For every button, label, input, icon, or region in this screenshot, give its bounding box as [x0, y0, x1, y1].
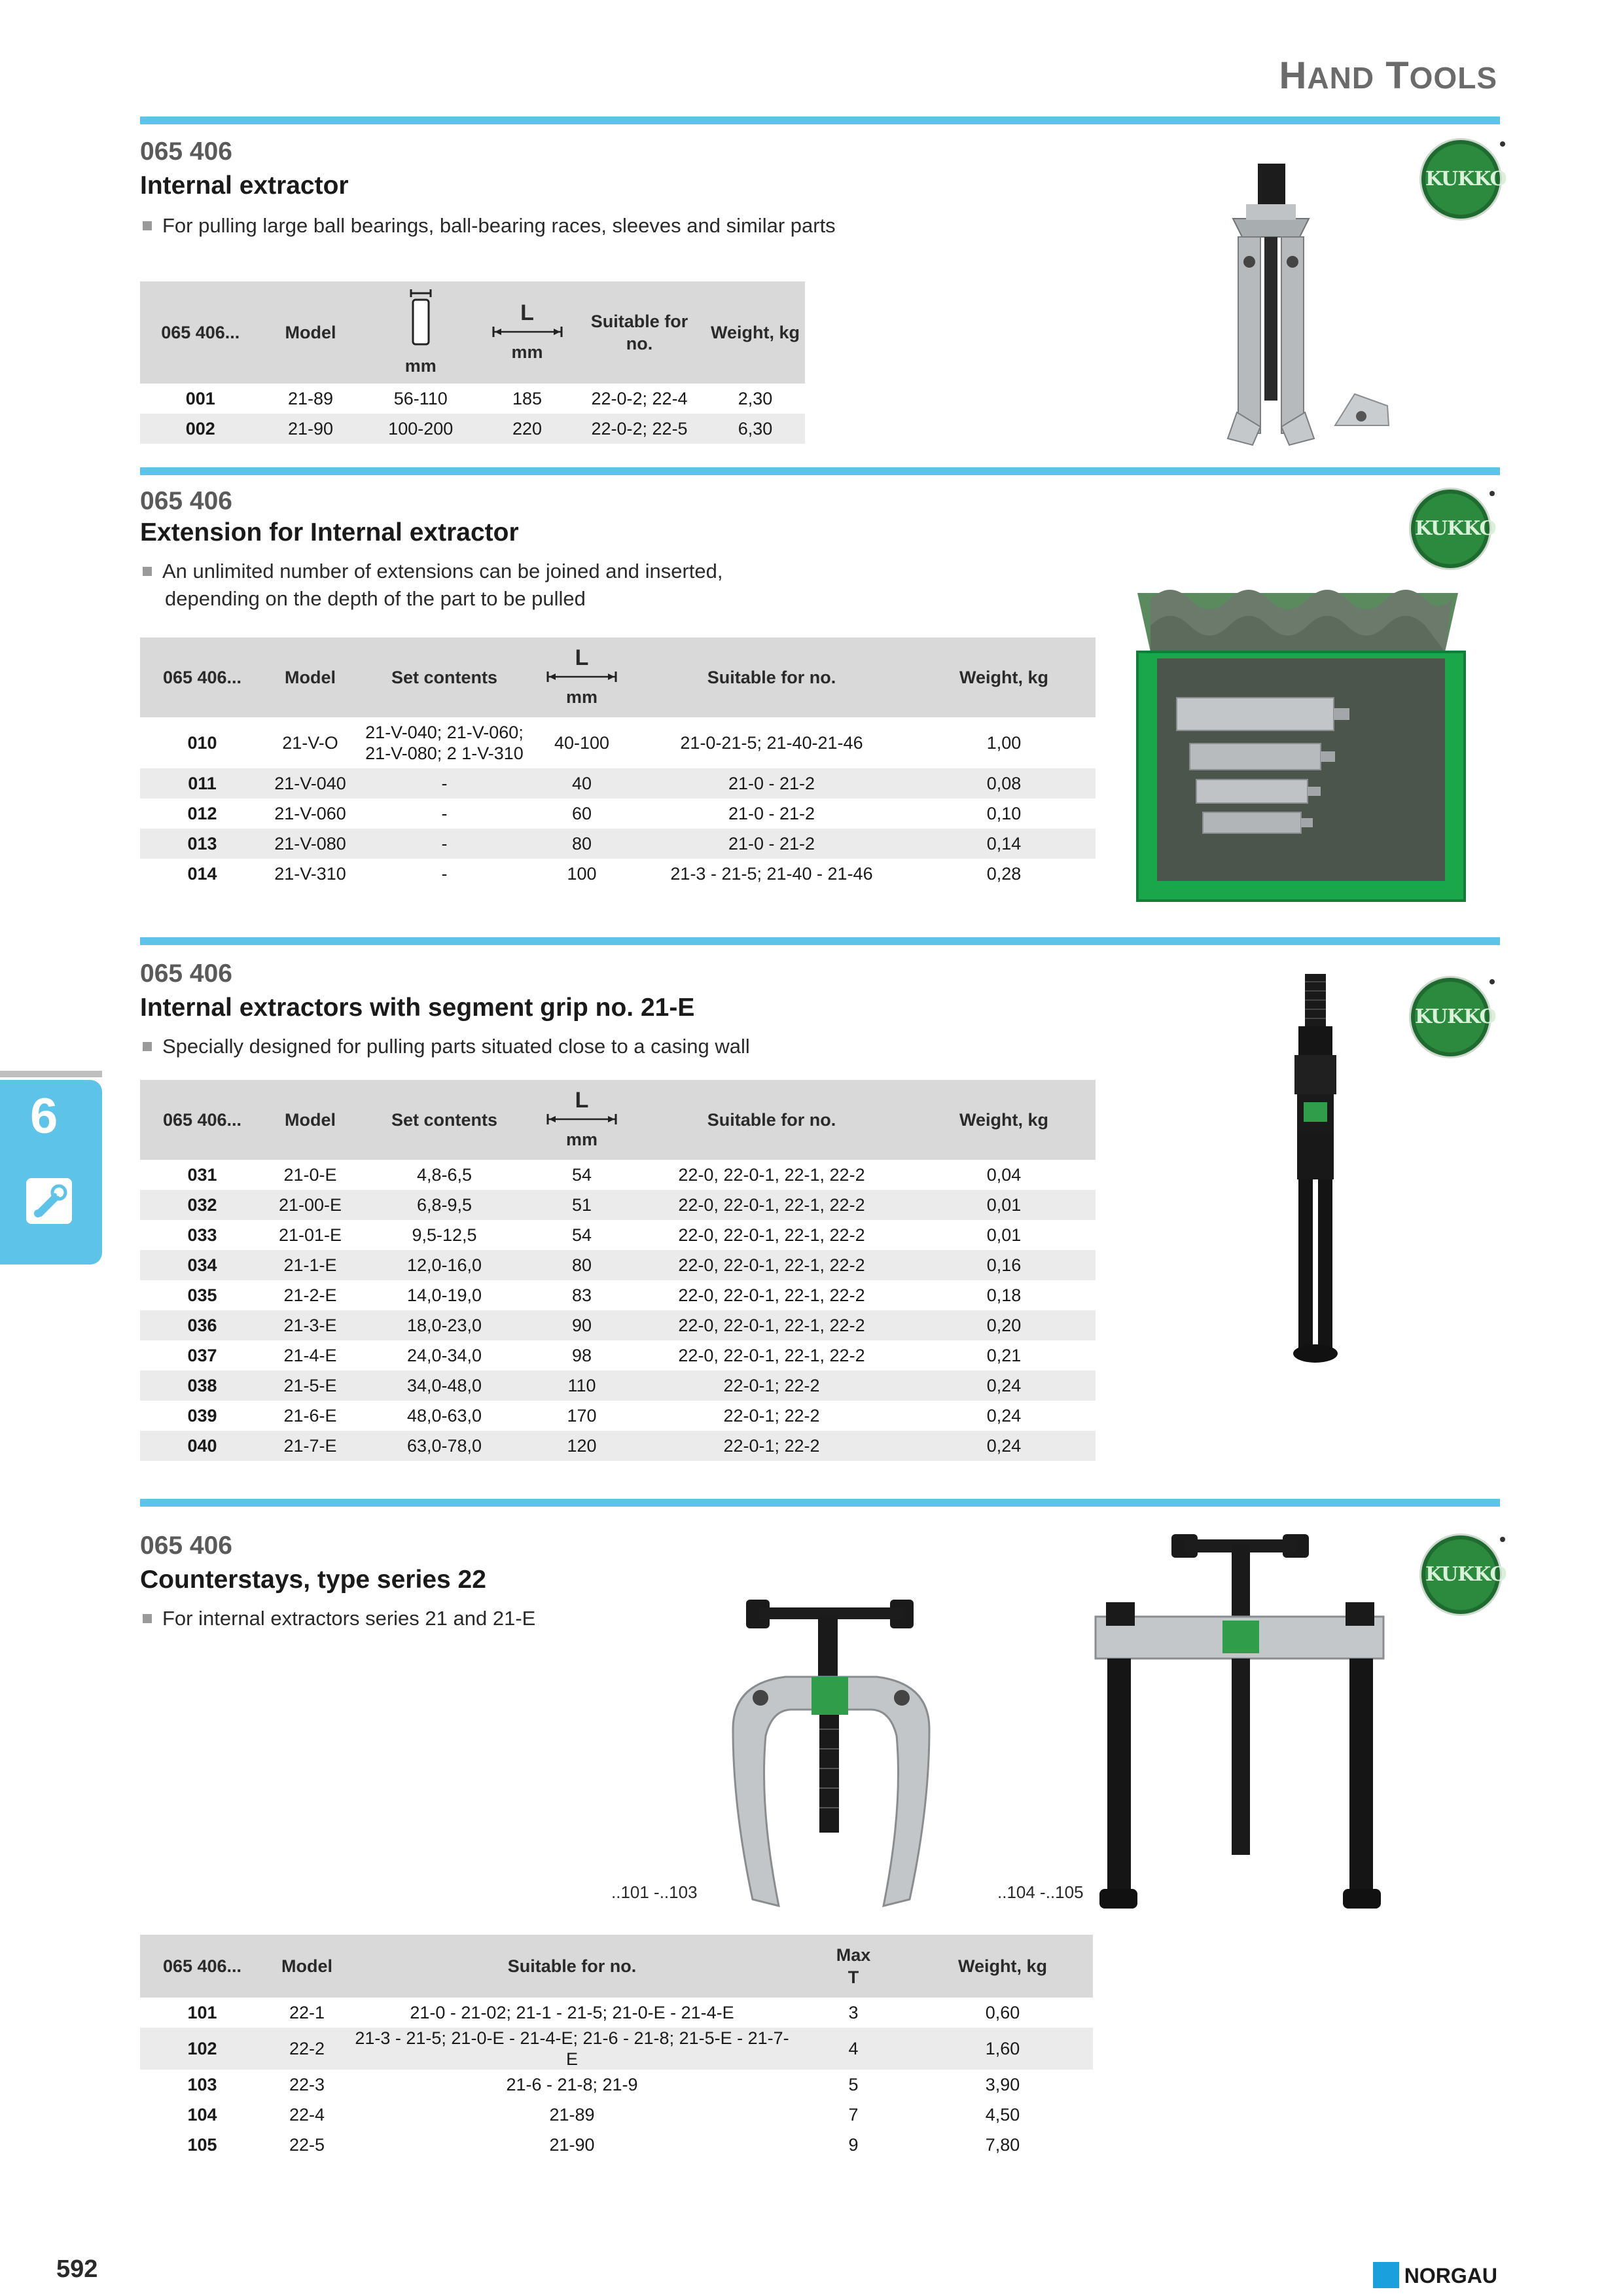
cell-weight: 4,50 — [985, 2105, 1020, 2125]
cell-suitable: 22-0, 22-0-1, 22-1, 22-2 — [678, 1285, 865, 1305]
cell-length: 110 — [533, 1371, 631, 1401]
cell-length: 220 — [481, 414, 573, 444]
table-row — [140, 717, 1096, 768]
cell-model: 21-6-E — [283, 1406, 337, 1426]
cell-suitable: 22-0-1; 22-2 — [723, 1406, 820, 1426]
cell-length: 90 — [533, 1310, 631, 1340]
grip-diameter-icon — [404, 288, 437, 350]
cell-model: 21-3-E — [264, 1310, 356, 1340]
col-header-code: 065 406... — [140, 1080, 264, 1160]
cell-weight: 0,14 — [912, 829, 1096, 859]
cell-length: 54 — [571, 1225, 592, 1245]
cell-length: 80 — [533, 829, 631, 859]
cell-suitable: 21-0 - 21-02; 21-1 - 21-5; 21-0-E - 21-4-E — [410, 2003, 734, 2022]
col-header-model: Model — [264, 1935, 349, 1998]
cell-code: 012 — [187, 804, 217, 823]
col-header-suitable: Suitable for no. — [349, 1935, 794, 1998]
cell-max: 3 — [848, 2003, 859, 2022]
cell-code: 013 — [140, 829, 264, 859]
cell-code: 031 — [187, 1165, 217, 1185]
cell-weight: 0,60 — [985, 2003, 1020, 2022]
table-row — [140, 1190, 1096, 1220]
col-header-code: 065 406... — [140, 637, 264, 717]
cell-code: 035 — [187, 1285, 217, 1305]
length-symbol: L — [575, 645, 589, 670]
col-header-weight: Weight, kg — [912, 1080, 1096, 1160]
table-row — [140, 1998, 1093, 2028]
col-header-set: Set contents — [356, 1080, 533, 1160]
length-unit: mm — [565, 687, 597, 707]
cell-suitable: 21-0 - 21-2 — [631, 768, 912, 798]
cell-weight: 0,04 — [986, 1165, 1022, 1185]
table-row — [140, 1310, 1096, 1340]
cell-weight: 0,16 — [912, 1250, 1096, 1280]
col-header-code: 065 406... — [140, 281, 261, 384]
page-title: HAND TOOLS — [1279, 54, 1497, 97]
cell-model: 21-90 — [261, 414, 361, 444]
col-header-model: Model — [264, 1080, 356, 1160]
cell-code: 036 — [140, 1310, 264, 1340]
section-divider — [140, 937, 1500, 945]
cell-model: 22-3 — [289, 2075, 325, 2094]
cell-set: - — [356, 829, 533, 859]
col-header-weight: Weight, kg — [705, 281, 805, 384]
cell-max: 7 — [848, 2105, 859, 2125]
section-code: 065 406 — [140, 1532, 232, 1560]
section-divider — [140, 1499, 1500, 1507]
col-header-length — [481, 281, 573, 384]
cell-model: 21-89 — [287, 389, 334, 408]
cell-suitable: 22-0, 22-0-1, 22-1, 22-2 — [631, 1250, 912, 1280]
counterstay-large-image — [1086, 1525, 1394, 1918]
brand-square-icon — [1373, 2262, 1399, 2288]
cell-model: 21-V-060 — [274, 804, 346, 823]
cell-code: 040 — [140, 1431, 264, 1461]
cell-suitable: 21-3 - 21-5; 21-40 - 21-46 — [670, 864, 873, 884]
cell-suitable: 21-6 - 21-8; 21-9 — [506, 2075, 638, 2094]
col-header-set: Set contents — [356, 637, 533, 717]
table-row — [140, 1220, 1096, 1250]
cell-weight: 0,24 — [912, 1431, 1096, 1461]
table-row — [140, 414, 805, 444]
table-row — [140, 384, 805, 414]
cell-code: 032 — [140, 1190, 264, 1220]
col-header-model: Model — [261, 281, 361, 384]
cell-weight: 0,24 — [986, 1406, 1022, 1426]
cell-code: 014 — [187, 864, 217, 884]
cell-model: 22-5 — [289, 2135, 325, 2155]
cell-weight: 1,60 — [912, 2028, 1093, 2070]
length-arrow-icon — [546, 1113, 618, 1126]
chapter-tab-divider — [0, 1071, 102, 1077]
table-row — [140, 859, 1096, 889]
spec-table — [140, 1935, 1093, 2160]
section-bullet: An unlimited number of extensions can be joined and inserted, depending on the depth of the part to be pulled — [143, 558, 722, 613]
table-row — [140, 829, 1096, 859]
cell-code: 039 — [187, 1406, 217, 1426]
cell-length: 185 — [512, 389, 543, 408]
cell-length: 98 — [571, 1346, 592, 1365]
cell-code: 034 — [140, 1250, 264, 1280]
col-header-model: Model — [264, 637, 356, 717]
cell-code: 105 — [187, 2135, 217, 2155]
segment-grip-extractor-image — [1270, 974, 1361, 1367]
cell-model: 21-7-E — [264, 1431, 356, 1461]
cell-model: 21-0-E — [283, 1165, 337, 1185]
extension-set-case-image — [1131, 580, 1471, 907]
table-row — [140, 768, 1096, 798]
table-row — [140, 2028, 1093, 2070]
table-row — [140, 1431, 1096, 1461]
section-code: 065 406 — [140, 137, 232, 166]
cell-suitable: 21-0-21-5; 21-40-21-46 — [680, 733, 863, 753]
cell-set: 18,0-23,0 — [356, 1310, 533, 1340]
cell-suitable: 21-0 - 21-2 — [728, 804, 815, 823]
cell-length: 100 — [567, 864, 597, 884]
cell-length: 60 — [571, 804, 592, 823]
cell-length: 170 — [567, 1406, 597, 1426]
cell-weight: 0,28 — [986, 864, 1022, 884]
cell-weight: 6,30 — [705, 414, 805, 444]
cell-set: 48,0-63,0 — [406, 1406, 482, 1426]
section-title: Internal extractor — [140, 171, 349, 200]
cell-suitable: 22-0, 22-0-1, 22-1, 22-2 — [631, 1190, 912, 1220]
cell-weight: 0,18 — [986, 1285, 1022, 1305]
cell-model: 21-00-E — [264, 1190, 356, 1220]
table-row — [140, 1250, 1096, 1280]
cell-weight: 7,80 — [985, 2135, 1020, 2155]
length-arrow-icon — [546, 670, 618, 683]
col-header-weight: Weight, kg — [912, 637, 1096, 717]
cell-code: 037 — [187, 1346, 217, 1365]
cell-suitable: 22-0, 22-0-1, 22-1, 22-2 — [678, 1225, 865, 1245]
kukko-logo: KUKKO — [1411, 490, 1489, 568]
cell-weight: 0,24 — [912, 1371, 1096, 1401]
cell-set: 12,0-16,0 — [356, 1250, 533, 1280]
cell-suitable: 21-89 — [549, 2105, 595, 2125]
section-bullet: For internal extractors series 21 and 21-E — [143, 1605, 535, 1632]
cell-weight: 0,08 — [912, 768, 1096, 798]
brand-logo: NORGAU — [1373, 2262, 1497, 2288]
spec-table — [140, 637, 1096, 889]
cell-set: 24,0-34,0 — [406, 1346, 482, 1365]
cell-length: 120 — [533, 1431, 631, 1461]
cell-grip: 56-110 — [393, 389, 448, 408]
cell-set: - — [441, 804, 448, 823]
cell-suitable: 22-0-2; 22-5 — [573, 414, 705, 444]
section-title: Counterstays, type series 22 — [140, 1566, 486, 1594]
cell-weight: 0,01 — [912, 1190, 1096, 1220]
cell-code: 002 — [140, 414, 261, 444]
internal-extractor-image — [1204, 164, 1407, 452]
col-header-suitable: Suitable for no. — [631, 1080, 912, 1160]
cell-weight: 0,20 — [912, 1310, 1096, 1340]
cell-max: 9 — [848, 2135, 859, 2155]
table-row — [140, 798, 1096, 829]
section-title: Extension for Internal extractor — [140, 518, 519, 547]
cell-weight: 0,10 — [986, 804, 1022, 823]
image-caption: ..101 -..103 — [611, 1882, 698, 1902]
col-header-length — [533, 637, 631, 717]
wrench-icon — [26, 1178, 72, 1224]
cell-set: 4,8-6,5 — [416, 1165, 473, 1185]
cell-code: 001 — [185, 389, 215, 408]
col-header-length — [533, 1080, 631, 1160]
cell-code: 101 — [187, 2003, 217, 2022]
section-bullet: Specially designed for pulling parts situated close to a casing wall — [143, 1033, 750, 1060]
section-code: 065 406 — [140, 487, 232, 515]
cell-model: 21-01-E — [278, 1225, 342, 1245]
table-row — [140, 1401, 1096, 1431]
cell-set: 63,0-78,0 — [356, 1431, 533, 1461]
cell-max: 5 — [848, 2075, 859, 2094]
length-unit: mm — [511, 342, 543, 362]
cell-suitable: 22-0, 22-0-1, 22-1, 22-2 — [678, 1165, 865, 1185]
cell-length: 40 — [533, 768, 631, 798]
cell-suitable: 21-3 - 21-5; 21-0-E - 21-4-E; 21-6 - 21-8; 21-5-E - 21-7-E — [349, 2028, 794, 2070]
cell-length: 51 — [533, 1190, 631, 1220]
cell-suitable: 21-90 — [549, 2135, 595, 2155]
kukko-logo: KUKKO — [1411, 978, 1489, 1056]
length-unit: mm — [565, 1130, 597, 1149]
cell-model: 21-V-080 — [264, 829, 356, 859]
cell-code: 011 — [140, 768, 264, 798]
table-row — [140, 1340, 1096, 1371]
cell-grip: 100-200 — [360, 414, 481, 444]
cell-model: 21-V-310 — [274, 864, 346, 884]
cell-weight: 3,90 — [985, 2075, 1020, 2094]
cell-model: 21-V-040 — [264, 768, 356, 798]
cell-code: 103 — [187, 2075, 217, 2094]
cell-code: 104 — [187, 2105, 217, 2125]
grip-unit: mm — [404, 356, 437, 376]
cell-set: - — [356, 768, 533, 798]
counterstay-small-image — [720, 1592, 955, 1919]
table-row — [140, 2130, 1093, 2160]
spec-table — [140, 1080, 1096, 1461]
kukko-logo: KUKKO — [1421, 140, 1500, 219]
table-row — [140, 1160, 1096, 1190]
cell-model: 21-1-E — [264, 1250, 356, 1280]
cell-length: 54 — [571, 1165, 592, 1185]
cell-model: 21-2-E — [283, 1285, 337, 1305]
cell-weight: 0,01 — [986, 1225, 1022, 1245]
cell-code: 038 — [140, 1371, 264, 1401]
length-arrow-icon — [491, 325, 563, 338]
cell-code: 010 — [187, 733, 217, 753]
col-header-max: Max T — [794, 1935, 912, 1998]
section-divider — [140, 117, 1500, 124]
cell-model: 22-4 — [289, 2105, 325, 2125]
col-header-code: 065 406... — [140, 1935, 264, 1998]
cell-suitable: 22-0-1; 22-2 — [631, 1431, 912, 1461]
cell-weight: 2,30 — [738, 389, 773, 408]
cell-suitable: 22-0-2; 22-4 — [591, 389, 688, 408]
page-number: 592 — [56, 2255, 98, 2283]
col-header-grip — [360, 281, 481, 384]
cell-set: 9,5-12,5 — [412, 1225, 477, 1245]
cell-model: 22-2 — [264, 2028, 349, 2070]
table-row — [140, 1371, 1096, 1401]
chapter-tab[interactable] — [0, 1080, 102, 1265]
cell-suitable: 22-0-1; 22-2 — [631, 1371, 912, 1401]
cell-max: 4 — [794, 2028, 912, 2070]
cell-weight: 0,21 — [986, 1346, 1022, 1365]
cell-suitable: 22-0, 22-0-1, 22-1, 22-2 — [631, 1310, 912, 1340]
cell-model: 21-4-E — [283, 1346, 337, 1365]
cell-code: 102 — [140, 2028, 264, 2070]
col-header-weight: Weight, kg — [912, 1935, 1093, 1998]
col-header-suitable: Suitable for no. — [631, 637, 912, 717]
cell-set: 21-V-040; 21-V-060; 21-V-080; 2 1-V-310 — [365, 723, 524, 763]
chapter-number: 6 — [30, 1088, 58, 1144]
length-symbol: L — [520, 300, 534, 325]
section-bullet: For pulling large ball bearings, ball-bearing races, sleeves and similar parts — [143, 212, 836, 240]
kukko-logo: KUKKO — [1421, 1535, 1500, 1614]
image-caption: ..104 -..105 — [997, 1882, 1084, 1902]
cell-suitable: 22-0, 22-0-1, 22-1, 22-2 — [678, 1346, 865, 1365]
table-row — [140, 1280, 1096, 1310]
cell-model: 22-1 — [289, 2003, 325, 2022]
cell-length: 83 — [571, 1285, 592, 1305]
cell-set: 34,0-48,0 — [356, 1371, 533, 1401]
cell-length: 40-100 — [554, 733, 610, 753]
col-header-suitable: Suitable for no. — [573, 281, 705, 384]
cell-set: 14,0-19,0 — [406, 1285, 482, 1305]
cell-length: 80 — [533, 1250, 631, 1280]
length-symbol: L — [575, 1088, 589, 1113]
cell-suitable: 21-0 - 21-2 — [631, 829, 912, 859]
table-row — [140, 2100, 1093, 2130]
section-divider — [140, 467, 1500, 475]
cell-model: 21-5-E — [264, 1371, 356, 1401]
cell-code: 033 — [187, 1225, 217, 1245]
cell-set: 6,8-9,5 — [356, 1190, 533, 1220]
cell-set: - — [441, 864, 448, 884]
section-code: 065 406 — [140, 960, 232, 988]
table-row — [140, 2070, 1093, 2100]
section-title: Internal extractors with segment grip no. 21-E — [140, 994, 695, 1022]
cell-weight: 1,00 — [986, 733, 1022, 753]
cell-model: 21-V-O — [282, 733, 338, 753]
spec-table — [140, 281, 805, 444]
